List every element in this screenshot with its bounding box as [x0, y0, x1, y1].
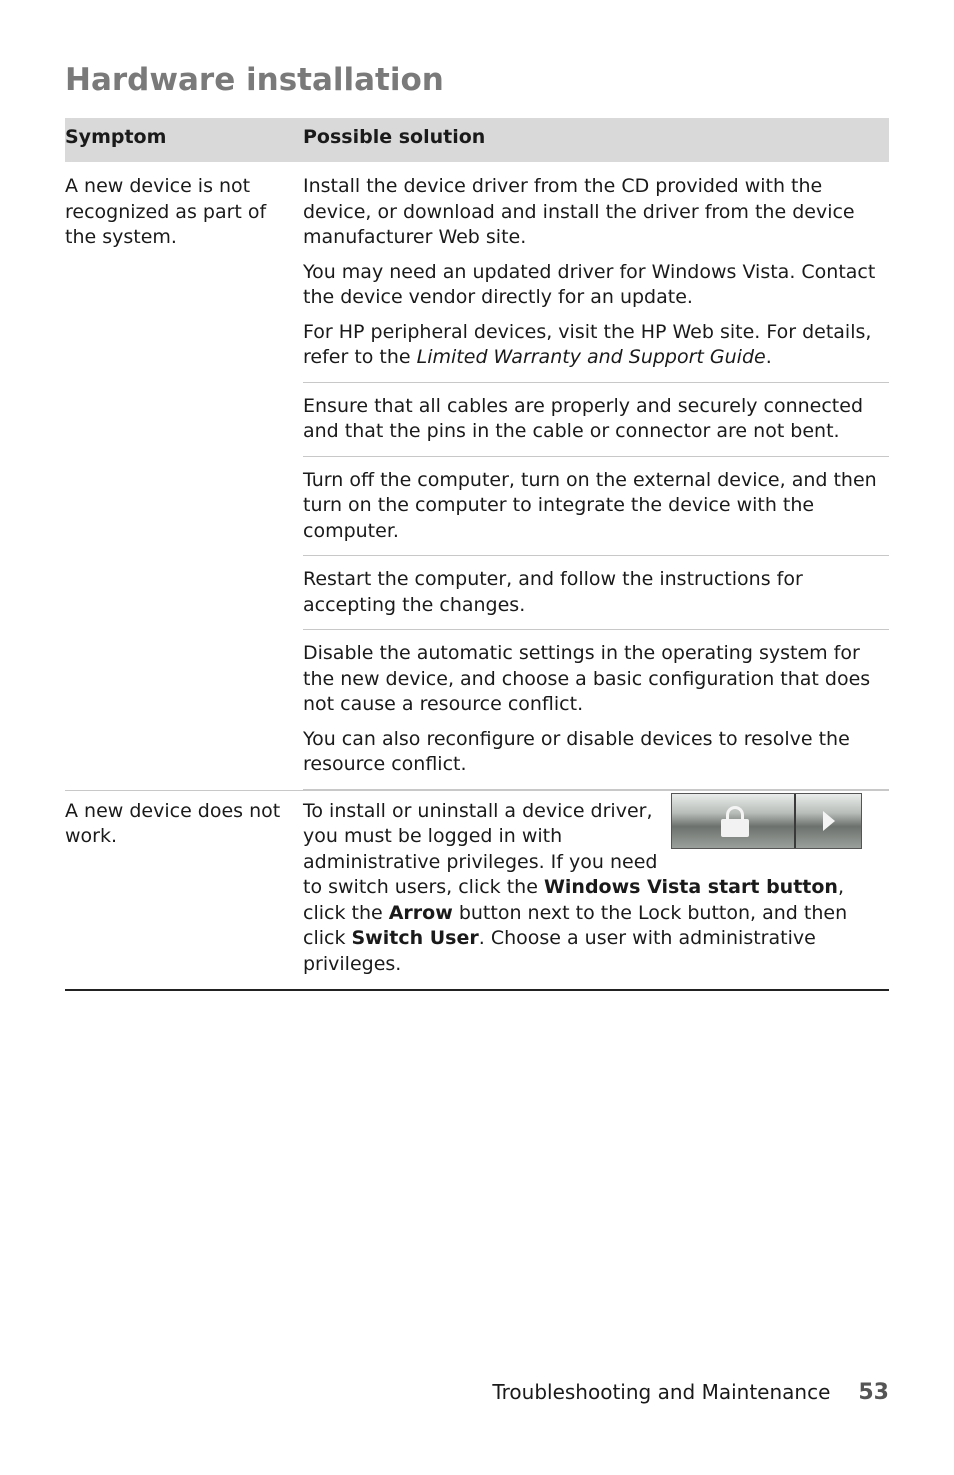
table-row	[65, 162, 889, 790]
solution-cell	[303, 791, 889, 990]
solution-text-part: For HP peripheral devices, visit the HP Web site. For details, refer to the	[303, 320, 872, 368]
arrow-right-icon	[823, 811, 835, 831]
solution-text-part: button next to the Lock button, and then click	[303, 901, 848, 949]
header-symptom: Symptom	[65, 126, 167, 148]
page-footer	[492, 1380, 889, 1405]
solution-text-part: .	[765, 346, 772, 368]
guide-title: Limited Warranty and Support Guide	[416, 346, 766, 368]
solution-block	[303, 630, 889, 790]
solution-text: You can also reconfigure or disable devices to resolve the resource conflict.	[303, 727, 850, 775]
solution-text: You may need an updated driver for Windows Vista. Contact the device vendor directly for an update.	[303, 260, 876, 308]
solution-text: Disable the automatic settings in the operating system for the new device, and choose a basic configuration that does not cause a resource conflict.	[303, 642, 871, 715]
lock-arrow-button-image	[671, 793, 862, 849]
solution-text: Restart the computer, and follow the instructions for accepting the changes.	[303, 568, 803, 616]
troubleshooting-table	[65, 118, 889, 991]
solution-block	[303, 556, 889, 630]
arrow-label: Arrow	[388, 901, 453, 924]
table-row	[65, 791, 889, 990]
lock-icon	[721, 806, 749, 836]
solution-text-part: To install or uninstall a device driver, you must be logged in with administrative privileges. If you need to switch users, click the	[303, 799, 658, 898]
table-bottom-rule	[65, 989, 889, 991]
solution-text: Install the device driver from the CD provided with the device, or download and install the driver from the device manufacturer Web site.	[303, 175, 855, 248]
footer-section-title: Troubleshooting and Maintenance	[492, 1380, 831, 1404]
table-header	[65, 118, 889, 162]
solution-block	[303, 162, 889, 383]
solution-text-part: . Choose a user with administrative privileges.	[303, 927, 816, 975]
page-number: 53	[858, 1380, 889, 1405]
symptom-cell: A new device is not recognized as part of the system.	[65, 175, 267, 248]
header-solution: Possible solution	[303, 126, 486, 148]
page-title: Hardware installation	[65, 62, 444, 98]
solution-block	[303, 383, 889, 457]
solution-cell	[303, 162, 889, 790]
switch-user-label: Switch User	[351, 927, 479, 949]
solution-text: Ensure that all cables are properly and securely connected and that the pins in the cable or connector are not bent.	[303, 394, 863, 442]
solution-text: Turn off the computer, turn on the external device, and then turn on the computer to integrate the device with the computer.	[303, 468, 877, 542]
symptom-cell: A new device does not work.	[65, 799, 281, 847]
solution-block	[303, 457, 889, 557]
start-button-label: Windows Vista start button	[543, 876, 838, 898]
solution-text-part: , click the	[303, 876, 844, 924]
solution-text	[303, 320, 889, 371]
solution-block	[303, 791, 889, 990]
